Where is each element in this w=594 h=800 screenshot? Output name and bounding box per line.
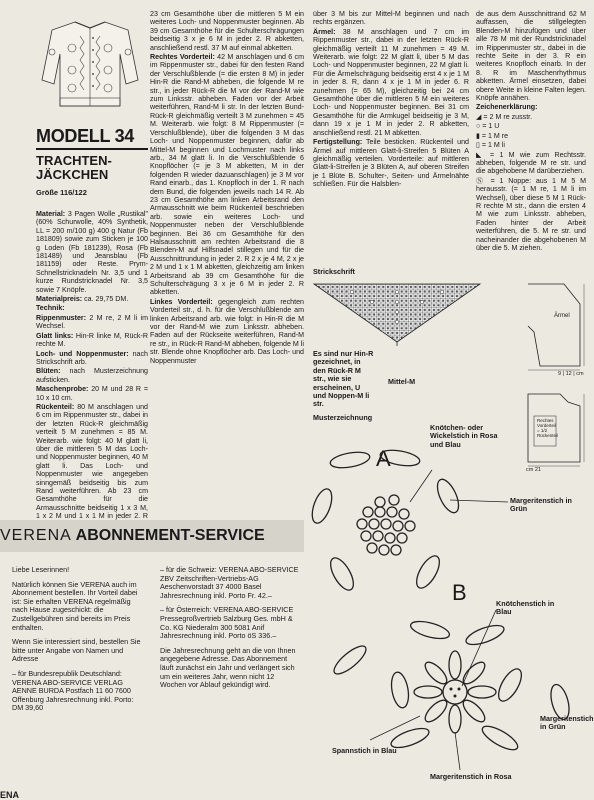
model-number: MODELL 34 xyxy=(36,126,134,146)
paragraph: Fertigstellung: Teile besticken. Rückenteil und Ärmel auf mittleren Glatt-li-Streifen 5 Blüten A gleichmäßig verteilen. Vorderteile: auf mittleren Glatt-li-Streifen je 3 Blüten A, auf oberen Streifen je 1 Blüte B. Schulter-, Seiten- und Ärmelnähte schließen. Für die Halsblen- xyxy=(313,138,469,189)
legend-item: ◢ = 2 M re zusstr. xyxy=(476,112,533,121)
paragraph: Loch- und Noppenmuster: nach Strickschrift arb. xyxy=(36,349,148,366)
legend-item: ○ = 1 U xyxy=(476,122,500,131)
motif-b-letter: B xyxy=(452,580,467,605)
legend-item: ▯ = 1 M li xyxy=(476,141,505,150)
paragraph: Technik: xyxy=(36,304,65,313)
model-title: TRACHTEN-JÄCKCHEN xyxy=(36,153,112,182)
paragraph: Linkes Vorderteil: gegengleich zum rechten Vorderteil str., d. h. für die Verschlußblende am linken Arbeitsrand arb. wie folgt: in Hin-R die M vor der Rand-M wie zum Linksstr. abheben. Faden auf der Rückseite weiterführen, Rand-M re str., in Rück-R Rand-M abheben, folgende M li str. Blende ohne Knopflöcher arb. Das Loch- und Noppenmuster xyxy=(150,297,304,365)
label-margeriten-gruen-b: Margeritenstich in Grün xyxy=(540,714,594,732)
paragraph: Rechtes Vorderteil: 42 M anschlagen und 6 cm im Rippenmuster str., dabei für den festen Rand der Verschlußblende (= die ersten 8 M) in jeder Hin-R die Rand-M abheben, die folgende M re str., in jeder Rück-R die M vor der Rand-M wie zum Linksstr. abheben. Faden vor der Arbeit weiterführen, Rand-M li str. In der letzten Bund-Rück-R gleichmäßig verteilt 3 M zunehmen = 45 M. Weiterarb. wie folgt: 8 M Rippenmuster (= Verschlußblende), über die folgenden 3 M das Loch- und Noppenmuster beginnen, dafür ab Mittel-M beginnen und Lochmuster nach links arb., 34 M glatt li. In die Verschlußblende 6 Knopflöcher (= je 3 M abketten, M in der folgenden R wieder dazuanschlagen) je 3 M vor Rand einarb., das 1. Knopfloch in der 1. R nach dem Bund, die folgenden jeweils nach 14 R. Ab 23 cm Gesamthöhe am linken Arbeitsrand den Armausschnitt wie beim Rückenteil beschrieben arb. sowie ein weiteres Loch- und Noppenmuster neben der Verschlußblende beginnen. Bei 36 cm Gesamthöhe für den Halsausschnitt am rechten Arbeitsrand die 8 Blenden-M auf Hilfsnadel stillegen und für die Ausschnittrundung in jeder 2. R 2 x je 4 M, 2 x je 2 M und 1 x 1 M abketten, gleichzeitig am linken Arbeitsrand ab 39 cm Gesamthöhe für die Schulterschrägung 3 x je 6 M in jeder 2. R abketten. xyxy=(150,53,304,297)
legend-title: Zeichenerklärung: xyxy=(476,103,538,112)
instructions-column-1 xyxy=(36,210,148,520)
label-spannstich: Spannstich in Blau xyxy=(332,746,397,755)
paragraph: Rückenteil: 80 M anschlagen und 6 cm im Rippenmuster str., dabei in der letzten Rück-R gleichmäßig verteilt 5 M zunehmen = 85 M. Weiterarb. wie folgt: 40 M glatt li, über die mittleren 5 M das Loch- und Noppenmuster beginnen, 40 M glatt li. Das Loch- und Noppenmuster wie angegeben sinngemäß beidseitig bis zum Rand weiterführen. Ab 23 cm Gesamthöhe für die Armausschnitte beidseitig 1 x 3 M, 1 x 2 M und 1 x 1 M in jeder 2. R xyxy=(36,402,148,521)
label-knoetchen-b: Knötchenstich in Blau xyxy=(496,599,555,617)
embroidery-title: Musterzeichnung xyxy=(313,413,373,422)
label-margeriten-rosa: Margeritenstich in Rosa xyxy=(430,772,512,781)
instructions-column-2 xyxy=(150,10,304,520)
label-margeriten-gruen: Margeritenstich in Grün xyxy=(510,496,572,514)
paragraph: Blüten: nach Musterzeichnung aufsticken. xyxy=(36,367,148,384)
subscription-title: VERENA ABONNEMENT-SERVICE xyxy=(0,527,265,544)
title-rule xyxy=(36,148,148,150)
paragraph: 23 cm Gesamthöhe über die mittleren 5 M ein weiteres Loch- und Noppenmuster beginnen. Ab 39 cm Gesamthöhe für die Schulterschrägungen beidseitig 3 x je 6 M in jeder 2. R abketten, anschließend restl. 37 M auf einmal abketten. xyxy=(150,10,304,52)
center-stitch-label: Mittel-M xyxy=(388,377,416,386)
chart-legend-note: Es sind nur Hin-R gezeichnet, in den Rück-R M str., wie sie erscheinen, U und Noppen-M li str. xyxy=(313,349,374,409)
chart-title: Strickschrift xyxy=(313,267,355,276)
sleeve-label: Ärmel xyxy=(554,313,570,319)
motif-a-letter: A xyxy=(376,446,391,471)
paragraph: Material: 3 Pagen Wolle „Rustikal" (60% Schurwolle, 40% Synthetik, LL = 200 m/100 g) 400 g Natur (Fb 181809) sowie zum Sticken je 100 g Loden (Fb 181239), Rosa (Fb 181489) und Jeansblau (Fb 181159) oder Reste. Prym-Schnellstricknadeln Nr. 3,5 und 1 kurze Rundstricknadel Nr. 3,5 sowie 7 Knöpfe. xyxy=(36,210,148,294)
paragraph: Maschenprobe: 20 M und 28 R = 10 x 10 cm. xyxy=(36,385,148,402)
instructions-column-3 xyxy=(313,10,469,268)
legend-item: ▮ = 1 M re xyxy=(476,131,509,140)
instructions-column-4 xyxy=(476,10,586,268)
embroidery-drawing xyxy=(310,440,594,780)
paragraph: Materialpreis: ca. 29,75 DM. xyxy=(36,295,129,304)
subscription-text-right: – für die Schweiz: VERENA ABO-SERVICE ZBV Zeitschriften-Vertriebs-AG Aeschenvorstadt 37 4000 Basel Jahresrechnung inkl. Porto Fr. 42.– – für Österreich: VERENA ABO-SERVICE Pressegroßvertrieb Salzburg Ges. mbH & Co. KG Niederalm 300 5081 Anif Jahresrechnung inkl. Porto öS 336.– Die Jahresrechnung geht an die von Ihnen angegebene Adresse. Das Abonnement läuft zunächst ein Jahr und verlängert sich um ein weiteres Jahr, wenn nicht 12 Wochen vor Ablauf gekündigt wird. xyxy=(160,565,299,690)
front-label: Rechtes Vorderteil = 1/2 Rückenteil xyxy=(537,418,559,438)
subscription-text-left: Liebe Leserinnen! Natürlich können Sie VERENA auch im Abonnement bestellen. Ihr Vorteil dabei ist: Sie erhalten VERENA regelmäßig nach Hause zugeschickt: die Zustellgebühren sind bereits im Preis enthalten. Wenn Sie interessiert sind, bestellen Sie bitte unter Angabe von Namen und Adresse – für Bundesrepublik Deutschland: VERENA ABO-SERVICE VERLAG AENNE BURDA Postfach 11 60 7600 Offenburg Jahresrechnung inkl. Porto: DM 39,60 xyxy=(12,565,141,713)
legend-item: Ⓝ = 1 Noppe: aus 1 M 5 M herausstr. (= 1 M re, 1 M li im Wechsel), über diese 5 M 1 Rück-R rechte M str., dann die ersten 4 M wie zum Linksstr. abheben, Faden hinter der Arbeit weiterführen, die 5. M re str. und nacheinander die abgehobenen M über die 5. M ziehen. xyxy=(476,176,586,252)
sleeve-dims: 9 | 12 | cm xyxy=(558,371,584,377)
knitting-chart xyxy=(312,280,482,346)
paragraph: de aus dem Ausschnittrand 62 M auffassen, die stillgelegten Blenden-M hinzufügen und über alle 78 M mit der Rundstricknadel im Rippenmuster str., dabei in die rechte Seite in der 3. R ein weiteres Knopfloch einarb. In der 8. R im Maschenrhythmus abketten. Ärmel einsetzen, dabei obere Weite in kleine Falten legen. Knöpfe annähen. xyxy=(476,10,586,103)
paragraph: Rippenmuster: 2 M re, 2 M li im Wechsel. xyxy=(36,313,148,331)
paragraph: Glatt links: Hin-R linke M, Rück-R rechte M. xyxy=(36,331,148,349)
sweater-illustration xyxy=(40,18,140,110)
label-knoetchen-a: Knötchen- oder Wickelstich in Rosa und Blau xyxy=(430,423,498,449)
size-label: Größe 116/122 xyxy=(36,188,87,197)
footer-brand: ENA xyxy=(0,790,20,800)
legend-item: ◣ = 1 M wie zum Rechtsstr. abheben, folgende M re str. und die abgehobene M darüberziehen. xyxy=(476,150,586,176)
paragraph: über 3 M bis zur Mittel-M beginnen und nach rechts ergänzen. xyxy=(313,10,469,27)
front-dims: cm 21 xyxy=(526,467,541,473)
paragraph: Ärmel: 38 M anschlagen und 7 cm im Rippenmuster str., dabei in der letzten Rück-R gleichmäßig verteilt 11 M zunehmen = 49 M. Weiterarb. wie folgt: 22 M glatt li, über 5 M das Loch- und Noppenmuster beginnen, 22 M glatt li. Für die Ärmelschrägung beidseitig erst 4 x je 1 M in jeder 8. R, dann 4 x je 1 M in jeder 6. R zunehmen (= 65 M), gleichzeitig bei 24 cm Gesamthöhe über die mittleren 5 M ein weiteres Loch- und Noppenmuster beginnen. Bei 31 cm Gesamthöhe für die Armkugel beidseitig je 3 M, dann 19 x je 1 M in jeder 2. R abketten, anschließend restl. 21 M abketten. xyxy=(313,27,469,137)
